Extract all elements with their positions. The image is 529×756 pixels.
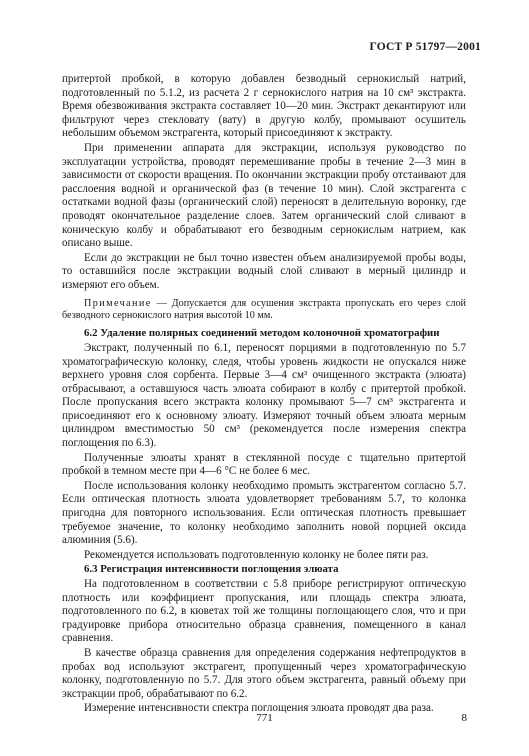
note-label: Примечание — [84, 297, 152, 309]
paragraph-extraction-apparatus: При применении аппарата для экстракции, используя руководство по эксплуатации устройства, проводят перемешивание пробы в течение 2—3 мин в зависимости от скорости вращения. По окончании экстракции пробу отстаивают для расслоения водной и органической фаз (в течение 10 мин). Слой экстрагента с остатками водной фазы (органический слой) переносят в делительную воронку, где проводят окончательное разделение слоев. Затем органический слой сливают в коническую колбу и обрабатывают его безводным сернокислым натрием, как описано выше. — [62, 141, 466, 250]
section-6-3-title: 6.3 Регистрация интенсивности поглощения элюата — [84, 563, 339, 576]
paragraph-column-limit: Рекомендуется использовать подготовленную колонку не более пяти раз. — [84, 548, 429, 561]
note — [62, 298, 466, 323]
paragraph-sample-volume: Если до экстракции не был точно известен объем анализируемой пробы воды, то оставшийся после экстракции водный слой сливают в мерный цилиндр и измеряют его объем. — [62, 251, 466, 291]
paragraph-continuation: притертой пробкой, в которую добавлен безводный сернокислый натрий, подготовленный по 5.1.2, из расчета 2 г сернокислого натрия на 10 см³ экстракта. Время обезвоживания экстракта составляет 10—20 мин. Экстракт декантируют или фильтруют через стекловату (вату) в другую колбу, промывают осушитель небольшим объемом экстрагента, который присоединяют к экстракту. — [62, 73, 466, 140]
paragraph-column-reuse: После использования колонку необходимо промыть экстрагентом согласно 5.7. Если оптическая плотность элюата удовлетворяет требованиям 5.7, то колонка пригодна для повторного использования. Если оптическая плотность превышает требуемое значение, то колонку необходимо заполнить новой порцией оксида алюминия (5.6). — [62, 479, 466, 547]
paragraph-measurement-repeat: Измерение интенсивности спектра поглощения элюата проводят два раза. — [84, 702, 434, 715]
document-code-header: ГОСТ Р 51797—2001 — [369, 41, 481, 53]
page-body — [62, 73, 466, 717]
sheet-number: 771 — [256, 712, 273, 724]
page-number: 8 — [461, 712, 467, 724]
paragraph-absorption-registration: На подготовленном в соответствии с 5.8 приборе регистрируют оптическую плотность или коэффициент пропускания, или площадь спектра элюата, подготовленного по 6.2, в кюветах той же толщины поглощающего слоя, что и при градуировке прибора относительно образца сравнения, помещенного в канал сравнения. — [62, 578, 466, 645]
paragraph-reference-sample: В качестве образца сравнения для определения содержания нефтепродуктов в пробах вод используют экстрагент, пропущенный через хроматографическую колонку, подготовленную по 5.7. Для этого объем экстрагента, равный объему при экстракции проб, обрабатывают по 6.2. — [62, 646, 466, 700]
section-6-2-title: 6.2 Удаление полярных соединений методом колоночной хроматографии — [84, 327, 440, 340]
paragraph-column-chromatography: Экстракт, полученный по 6.1, переносят порциями в подготовленную по 5.7 хроматографическую колонку, следя, чтобы уровень жидкости не опускался ниже верхнего уровня слоя сорбента. Первые 3—4 см³ очищенного экстракта (элюата) отбрасывают, а оставшуюся часть элюата собирают в колбу с притертой пробкой. После пропускания всего экстракта колонку промывают 5—7 см³ экстрагента и присоединяют его к основному элюату. Измеряют точный объем элюата мерным цилиндром вместимостью 50 см³ (рекомендуется после измерения спектра поглощения по 6.3). — [62, 341, 466, 450]
paragraph-eluate-storage: Полученные элюаты хранят в стеклянной посуде с тщательно притертой пробкой в темном месте при 4—6 °С не более 6 мес. — [62, 451, 466, 478]
note-text: — Допускается для осушения экстракта пропускать его через слой безводного сернокислого натрия высотой 10 мм. — [62, 297, 466, 321]
